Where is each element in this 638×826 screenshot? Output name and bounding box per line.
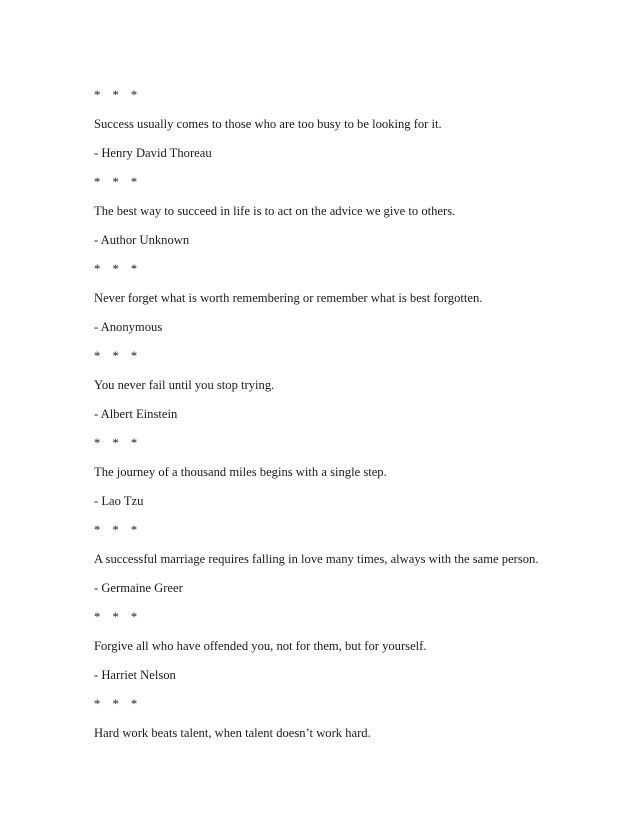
separator: * * * <box>94 697 138 711</box>
separator: * * * <box>94 175 138 189</box>
quote-text: The journey of a thousand miles begins with a single step. <box>94 465 387 479</box>
quote-text: Hard work beats talent, when talent doesn’t work hard. <box>94 726 371 740</box>
quote-author: - Henry David Thoreau <box>94 146 212 160</box>
separator: * * * <box>94 610 138 624</box>
separator: * * * <box>94 436 138 450</box>
quote-text: A successful marriage requires falling in love many times, always with the same person. <box>94 552 539 566</box>
quote-author: - Albert Einstein <box>94 407 178 421</box>
quote-text: The best way to succeed in life is to act on the advice we give to others. <box>94 204 456 218</box>
quote-author: - Anonymous <box>94 320 163 334</box>
quote-text: Success usually comes to those who are too busy to be looking for it. <box>94 117 442 131</box>
quote-author: - Lao Tzu <box>94 494 144 508</box>
separator: * * * <box>94 523 138 537</box>
quote-author: - Harriet Nelson <box>94 668 176 682</box>
separator: * * * <box>94 262 138 276</box>
quote-text: Never forget what is worth remembering or remember what is best forgotten. <box>94 291 483 305</box>
quote-text: Forgive all who have offended you, not for them, but for yourself. <box>94 639 427 653</box>
quotes-list <box>94 87 614 754</box>
quote-author: - Germaine Greer <box>94 581 183 595</box>
separator: * * * <box>94 349 138 363</box>
quote-author: - Author Unknown <box>94 233 190 247</box>
quote-text: You never fail until you stop trying. <box>94 378 275 392</box>
separator: * * * <box>94 88 138 102</box>
